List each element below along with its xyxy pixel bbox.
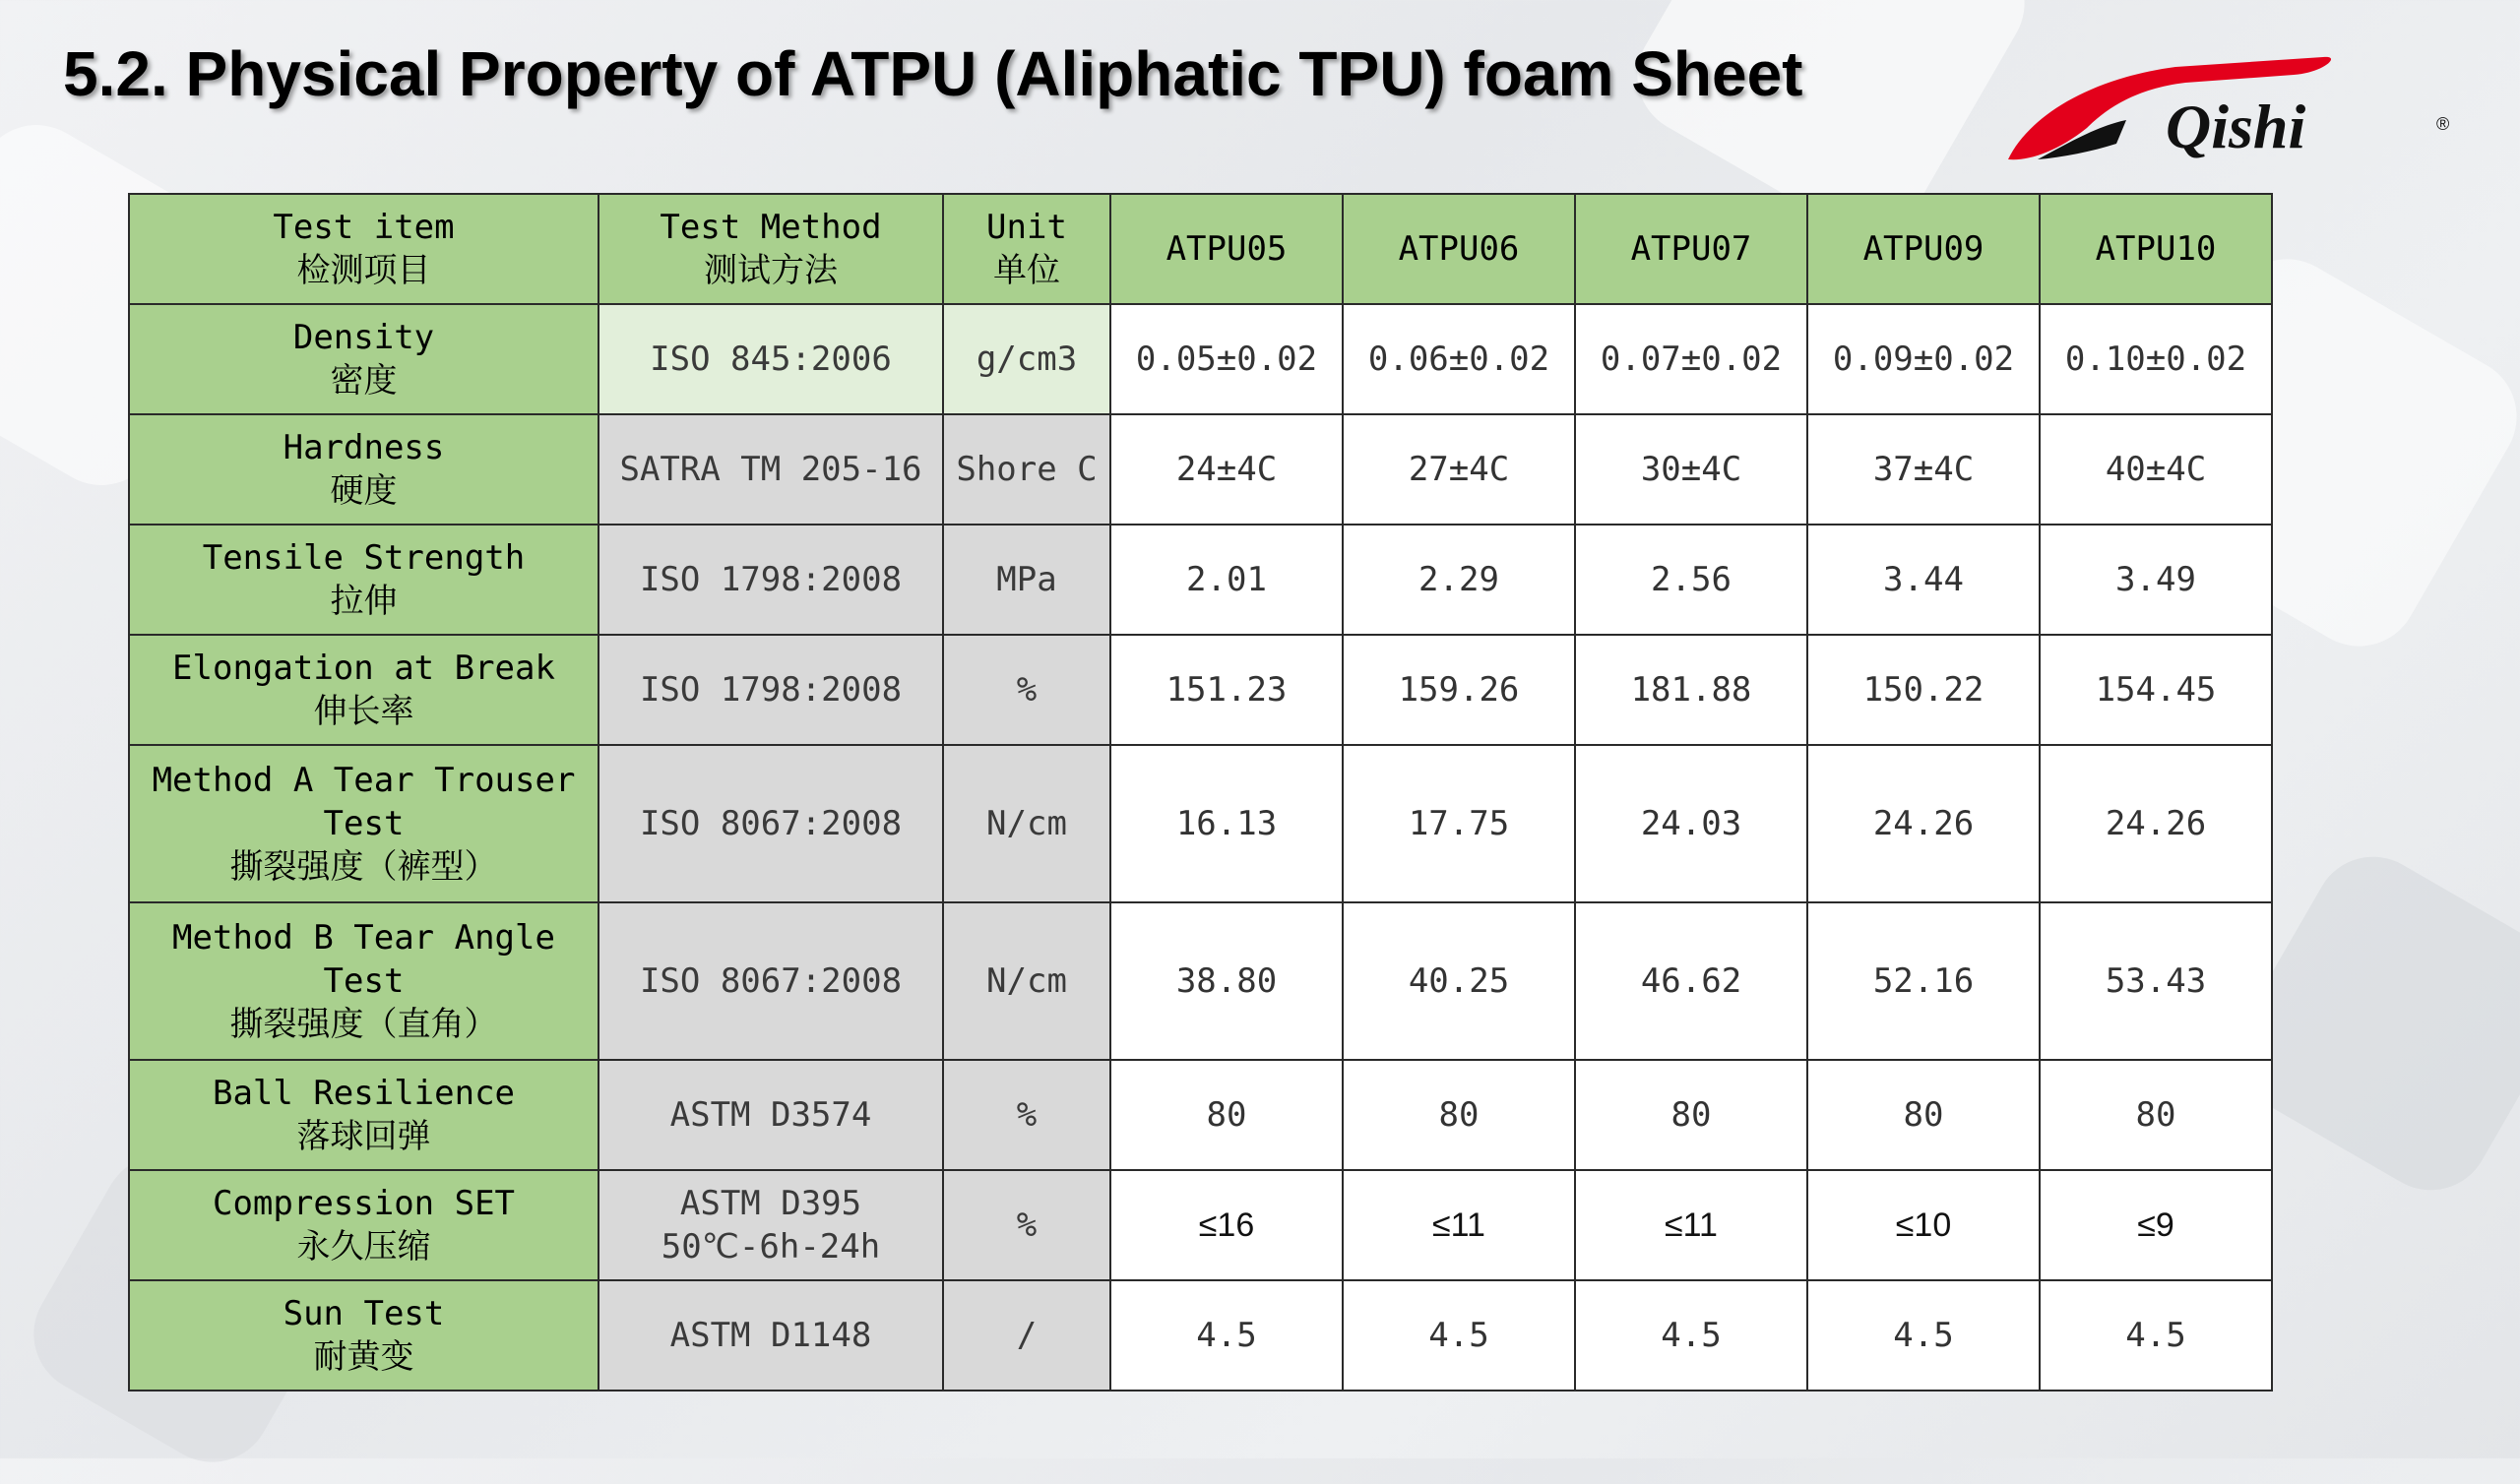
test-method-text: ISO 1798:2008 — [639, 670, 903, 710]
header-test-item-cn: 检测项目 — [296, 251, 431, 290]
test-item-cn: 永久压缩 — [296, 1227, 431, 1267]
value-cell-atpu05: 2.01 — [1110, 525, 1343, 635]
header-test-method — [598, 194, 943, 304]
header-grade-atpu06: ATPU06 — [1343, 194, 1575, 304]
header-test-item — [129, 194, 598, 304]
value-cell-atpu07: 0.07±0.02 — [1575, 304, 1807, 414]
header-grade-atpu07: ATPU07 — [1575, 194, 1807, 304]
value-cell-atpu07: 46.62 — [1575, 902, 1807, 1060]
header-unit-cn: 单位 — [993, 251, 1060, 290]
table-row — [129, 635, 2272, 745]
value-cell-atpu10: 40±4C — [2040, 414, 2272, 525]
table-row — [129, 304, 2272, 414]
unit-cell: % — [943, 1060, 1110, 1170]
header-grade-atpu05: ATPU05 — [1110, 194, 1343, 304]
header-unit — [943, 194, 1110, 304]
test-method-cell — [598, 304, 943, 414]
test-method-text: ASTM D3574 — [669, 1095, 872, 1135]
test-method-text: ISO 845:2006 — [650, 340, 892, 379]
test-item-cell — [129, 1280, 598, 1391]
test-item-cn: 拉伸 — [330, 582, 398, 621]
test-item-en: Tensile Strength — [202, 538, 526, 578]
test-item-cn: 撕裂强度（裤型） — [229, 847, 498, 887]
test-item-en: Hardness — [283, 428, 445, 467]
unit-cell: N/cm — [943, 902, 1110, 1060]
test-method-cell — [598, 525, 943, 635]
value-cell-atpu06: 17.75 — [1343, 745, 1575, 902]
value-cell-atpu06: 4.5 — [1343, 1280, 1575, 1391]
value-cell-atpu09: 0.09±0.02 — [1807, 304, 2040, 414]
value-cell-atpu06: 27±4C — [1343, 414, 1575, 525]
test-item-cell — [129, 414, 598, 525]
value-cell-atpu07: 2.56 — [1575, 525, 1807, 635]
test-method-text: ISO 8067:2008 — [639, 804, 903, 843]
value-cell-atpu06: 2.29 — [1343, 525, 1575, 635]
test-item-cell — [129, 525, 598, 635]
test-item-cell — [129, 1170, 598, 1280]
value-cell-atpu06: 0.06±0.02 — [1343, 304, 1575, 414]
header-test-item-en: Test item — [273, 208, 455, 247]
value-cell-atpu05: 38.80 — [1110, 902, 1343, 1060]
qishi-logo — [1998, 49, 2461, 167]
value-cell-atpu07: 4.5 — [1575, 1280, 1807, 1391]
table-row — [129, 414, 2272, 525]
test-method-cell — [598, 1170, 943, 1280]
test-method-text: ASTM D1148 — [669, 1316, 872, 1355]
value-cell-atpu09: 3.44 — [1807, 525, 2040, 635]
test-method-text: ISO 8067:2008 — [639, 961, 903, 1001]
unit-cell: N/cm — [943, 745, 1110, 902]
value-cell-atpu10: 53.43 — [2040, 902, 2272, 1060]
value-cell-atpu05: ≤16 — [1110, 1170, 1343, 1280]
table-header-row — [129, 194, 2272, 304]
test-item-en: Ball Resilience — [212, 1074, 516, 1113]
logo-wordmark: Qishi — [2166, 92, 2306, 161]
test-item-cell — [129, 635, 598, 745]
test-item-cn: 伸长率 — [313, 692, 414, 731]
test-item-cn: 落球回弹 — [296, 1117, 431, 1156]
test-method-text: SATRA TM 205-16 — [619, 450, 922, 489]
header-unit-en: Unit — [986, 208, 1067, 247]
unit-cell: g/cm3 — [943, 304, 1110, 414]
test-method-text: 50℃-6h-24h — [661, 1227, 881, 1267]
test-item-cell — [129, 304, 598, 414]
header-grade-atpu09: ATPU09 — [1807, 194, 2040, 304]
value-cell-atpu05: 16.13 — [1110, 745, 1343, 902]
value-cell-atpu10: 3.49 — [2040, 525, 2272, 635]
test-item-en: Sun Test — [283, 1294, 445, 1333]
value-cell-atpu05: 0.05±0.02 — [1110, 304, 1343, 414]
table-row — [129, 1060, 2272, 1170]
value-cell-atpu09: 4.5 — [1807, 1280, 2040, 1391]
value-cell-atpu05: 80 — [1110, 1060, 1343, 1170]
value-cell-atpu05: 4.5 — [1110, 1280, 1343, 1391]
test-item-cell — [129, 745, 598, 902]
value-cell-atpu10: 154.45 — [2040, 635, 2272, 745]
value-cell-atpu10: 24.26 — [2040, 745, 2272, 902]
value-cell-atpu05: 151.23 — [1110, 635, 1343, 745]
table-row — [129, 902, 2272, 1060]
value-cell-atpu10: 0.10±0.02 — [2040, 304, 2272, 414]
value-cell-atpu09: ≤10 — [1807, 1170, 2040, 1280]
value-cell-atpu09: 37±4C — [1807, 414, 2040, 525]
value-cell-atpu10: 80 — [2040, 1060, 2272, 1170]
test-method-cell — [598, 745, 943, 902]
unit-cell: % — [943, 635, 1110, 745]
value-cell-atpu09: 24.26 — [1807, 745, 2040, 902]
value-cell-atpu06: 80 — [1343, 1060, 1575, 1170]
test-item-en: Density — [292, 318, 435, 357]
test-method-text: ASTM D395 — [679, 1184, 862, 1223]
table-row — [129, 745, 2272, 902]
value-cell-atpu10: 4.5 — [2040, 1280, 2272, 1391]
value-cell-atpu06: 159.26 — [1343, 635, 1575, 745]
header-test-method-en: Test Method — [660, 208, 882, 247]
property-table — [128, 193, 2273, 1391]
test-method-cell — [598, 414, 943, 525]
value-cell-atpu07: 24.03 — [1575, 745, 1807, 902]
test-method-text: ISO 1798:2008 — [639, 560, 903, 599]
test-item-cell — [129, 902, 598, 1060]
test-item-cn: 密度 — [330, 361, 398, 401]
test-item-en: Compression SET — [212, 1184, 516, 1223]
value-cell-atpu07: 30±4C — [1575, 414, 1807, 525]
test-method-cell — [598, 902, 943, 1060]
unit-cell: Shore C — [943, 414, 1110, 525]
value-cell-atpu06: 40.25 — [1343, 902, 1575, 1060]
value-cell-atpu09: 80 — [1807, 1060, 2040, 1170]
value-cell-atpu10: ≤9 — [2040, 1170, 2272, 1280]
registered-mark: ® — [2436, 114, 2450, 134]
test-method-cell — [598, 1280, 943, 1391]
value-cell-atpu09: 52.16 — [1807, 902, 2040, 1060]
test-item-en: Elongation at Break — [172, 649, 555, 688]
value-cell-atpu06: ≤11 — [1343, 1170, 1575, 1280]
table-row — [129, 525, 2272, 635]
page-title: 5.2. Physical Property of ATPU (Aliphatic TPU) foam Sheet — [63, 38, 1803, 109]
value-cell-atpu09: 150.22 — [1807, 635, 2040, 745]
value-cell-atpu05: 24±4C — [1110, 414, 1343, 525]
unit-cell: / — [943, 1280, 1110, 1391]
unit-cell: % — [943, 1170, 1110, 1280]
table-row — [129, 1170, 2272, 1280]
header-test-method-cn: 测试方法 — [704, 251, 838, 290]
test-item-cn: 硬度 — [330, 471, 398, 511]
test-item-cn: 耐黄变 — [313, 1337, 414, 1377]
test-method-cell — [598, 1060, 943, 1170]
value-cell-atpu07: ≤11 — [1575, 1170, 1807, 1280]
header-grade-atpu10: ATPU10 — [2040, 194, 2272, 304]
unit-cell: MPa — [943, 525, 1110, 635]
test-item-en: Method A Tear Trouser Test — [152, 761, 576, 843]
test-item-cell — [129, 1060, 598, 1170]
table-row — [129, 1280, 2272, 1391]
test-item-cn: 撕裂强度（直角） — [229, 1005, 498, 1044]
qishi-logo-graphic — [1998, 49, 2461, 167]
test-item-en: Method B Tear Angle Test — [172, 918, 555, 1001]
test-method-cell — [598, 635, 943, 745]
value-cell-atpu07: 181.88 — [1575, 635, 1807, 745]
value-cell-atpu07: 80 — [1575, 1060, 1807, 1170]
